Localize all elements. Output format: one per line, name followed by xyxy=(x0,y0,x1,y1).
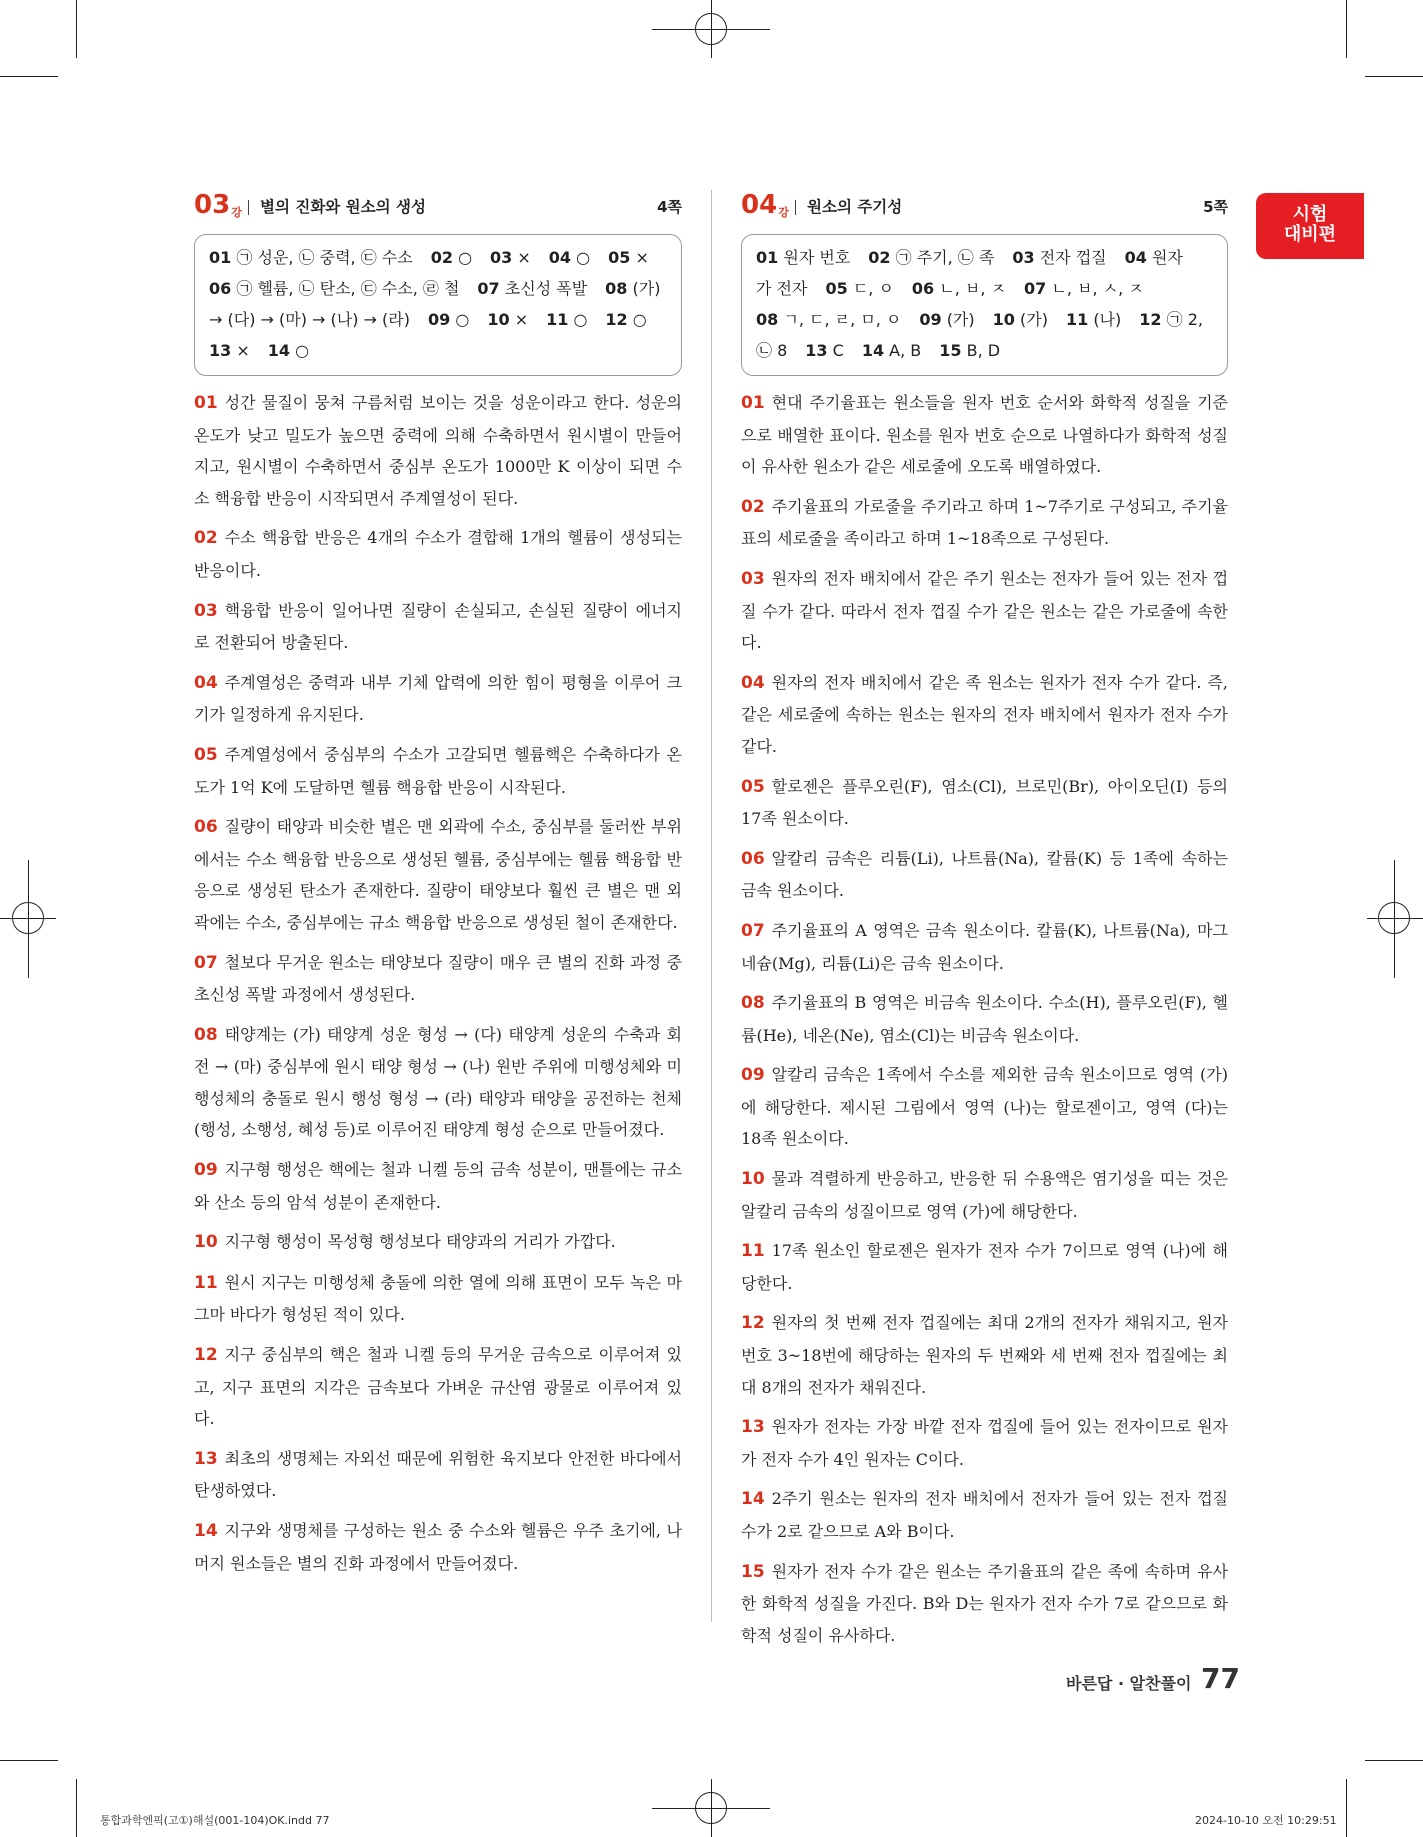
answer-text: ㄴ, ㅂ, ㅈ xyxy=(939,279,1006,298)
explanation-text: 주계열성은 중력과 내부 기체 압력에 의한 힘이 평형을 이루어 크기가 일정하게 유지된다. xyxy=(194,672,682,725)
answer-text: ㉠ 주기, ㉡ 족 xyxy=(895,248,995,267)
explanation-item xyxy=(741,1235,1228,1299)
explanation-text: 원자의 전자 배치에서 같은 주기 원소는 전자가 들어 있는 전자 껍질 수가 같다. 따라서 전자 껍질 수가 같은 원소는 같은 가로줄에 속한다. xyxy=(741,568,1228,653)
tab-label-line1: 시험 xyxy=(1292,204,1328,225)
exam-prep-tab xyxy=(1256,193,1364,259)
explanation-item xyxy=(741,1556,1228,1652)
answer-number: 04 xyxy=(1124,248,1147,267)
answer-number: 05 xyxy=(825,279,848,298)
footer-label: 바른답 · 알찬풀이 xyxy=(1066,1674,1192,1693)
explanation-number: 01 xyxy=(194,393,218,413)
explanation-item xyxy=(741,987,1228,1051)
answer-number: 02 xyxy=(430,248,453,267)
explanation-item xyxy=(194,1267,682,1331)
right-column xyxy=(741,190,1228,1659)
explanation-item xyxy=(741,1411,1228,1475)
explanation-number: 06 xyxy=(194,817,218,838)
answer-number: 01 xyxy=(756,248,779,267)
answer-text: ㄷ, ㅇ xyxy=(852,279,894,298)
answer-number: 01 xyxy=(209,248,232,267)
explanation-number: 07 xyxy=(741,920,765,941)
explanation-number: 08 xyxy=(194,1024,218,1045)
answer-text: ㉡ 8 xyxy=(756,341,788,360)
explanation-number: 02 xyxy=(741,496,765,517)
section-number: 04강 xyxy=(741,190,789,220)
answer-number: 12 xyxy=(1139,310,1162,329)
explanation-item xyxy=(194,595,682,659)
explanation-item xyxy=(741,1483,1228,1547)
explanation-number: 09 xyxy=(741,1065,765,1086)
explanation-item xyxy=(741,915,1228,979)
explanation-text: 최초의 생명체는 자외선 때문에 위험한 육지보다 안전한 바다에서 탄생하였다. xyxy=(194,1448,682,1501)
answer-text: 가 전자 xyxy=(756,279,808,298)
section-title: 별의 진화와 원소의 생성 xyxy=(260,198,426,216)
explanation-text: 알칼리 금속은 리튬(Li), 나트륨(Na), 칼륨(K) 등 1족에 속하는 금속 원소이다. xyxy=(741,848,1228,901)
answer-number: 06 xyxy=(209,279,232,298)
explanation-text: 지구형 행성이 목성형 행성보다 태양과의 거리가 가깝다. xyxy=(224,1232,616,1252)
answer-text: ○ xyxy=(458,248,473,267)
explanation-text: 태양계는 (가) 태양계 성운 형성 → (다) 태양계 성운의 수축과 회전 → (마) 중심부에 원시 태양 형성 → (나) 원반 주위에 미행성체와 미행성체의 충돌로 원시 행성 형성 → (라) 태양과 태양을 공전하는 천체(행성, 소행성, 혜성 등)로 이루어진 태양계 형성 순으로 만들어졌다. xyxy=(194,1024,682,1140)
explanation-number: 12 xyxy=(194,1345,218,1366)
explanation-item xyxy=(741,1059,1228,1155)
print-timestamp: 2024-10-10 오전 10:29:51 xyxy=(1195,1814,1337,1827)
answer-row xyxy=(209,335,667,366)
explanation-item xyxy=(194,947,682,1011)
explanation-text: 지구 중심부의 핵은 철과 니켈 등의 무거운 금속으로 이루어져 있고, 지구 표면의 지각은 금속보다 가벼운 규산염 광물로 이루어져 있다. xyxy=(194,1345,682,1429)
explanation-item xyxy=(741,387,1228,483)
explanation-text: 2주기 원소는 원자의 전자 배치에서 전자가 들어 있는 전자 껍질 수가 2로 같으므로 A와 B이다. xyxy=(741,1489,1228,1541)
explanation-text: 지구형 행성은 핵에는 철과 니켈 등의 금속 성분이, 맨틀에는 규소와 산소 등의 암석 성분이 존재한다. xyxy=(194,1160,682,1212)
explanation-item xyxy=(194,522,682,586)
answer-number: 03 xyxy=(1012,248,1035,267)
answer-box xyxy=(741,234,1228,376)
registration-mark xyxy=(1378,902,1410,934)
explanation-item xyxy=(741,563,1228,659)
explanation-number: 15 xyxy=(741,1561,765,1582)
answer-number: 02 xyxy=(868,248,891,267)
explanation-text: 물과 격렬하게 반응하고, 반응한 뒤 수용액은 염기성을 띠는 것은 알칼리 금속의 성질이므로 영역 (가)에 해당한다. xyxy=(741,1169,1228,1221)
explanation-number: 08 xyxy=(741,993,765,1014)
answer-text: ㄴ, ㅂ, ㅅ, ㅈ xyxy=(1051,279,1144,298)
section-header xyxy=(194,190,682,226)
answer-number: 13 xyxy=(209,341,232,360)
answer-text: (가) xyxy=(632,279,661,298)
answer-text: 전자 껍질 xyxy=(1039,248,1107,267)
answer-number: 07 xyxy=(477,279,500,298)
crop-mark xyxy=(0,76,58,77)
section-page: 4쪽 xyxy=(657,198,682,216)
explanation-number: 01 xyxy=(741,393,765,413)
explanation-number: 13 xyxy=(741,1417,765,1438)
section-suffix: 강 xyxy=(231,206,242,219)
explanation-item xyxy=(741,1307,1228,1403)
answer-text: ㉠ 성운, ㉡ 중력, ㉢ 수소 xyxy=(236,248,413,267)
explanation-number: 09 xyxy=(194,1160,218,1181)
explanation-item xyxy=(194,811,682,938)
answer-number: 03 xyxy=(490,248,513,267)
answer-number: 05 xyxy=(608,248,631,267)
explanation-text: 주기율표의 A 영역은 금속 원소이다. 칼륨(K), 나트륨(Na), 마그네슘(Mg), 리튬(Li)은 금속 원소이다. xyxy=(741,920,1228,973)
explanation-number: 11 xyxy=(194,1272,218,1293)
crop-mark xyxy=(1365,1760,1423,1761)
answer-box xyxy=(194,234,682,376)
answer-text: 원자 번호 xyxy=(783,248,851,267)
crop-mark xyxy=(1346,1779,1347,1837)
left-column xyxy=(194,190,682,1587)
explanation-text: 주계열성에서 중심부의 수소가 고갈되면 헬륨핵은 수축하다가 온도가 1억 K에 도달하면 헬륨 핵융합 반응이 시작된다. xyxy=(194,744,682,797)
registration-mark xyxy=(12,902,44,934)
explanation-number: 14 xyxy=(194,1521,218,1541)
crop-mark xyxy=(1365,76,1423,77)
explanations xyxy=(194,387,682,1579)
explanation-item xyxy=(741,843,1228,907)
section-title: 원소의 주기성 xyxy=(807,198,903,216)
page-number: 77 xyxy=(1201,1662,1240,1695)
section-header xyxy=(741,190,1228,226)
answer-text: × xyxy=(517,248,531,267)
explanation-text: 성간 물질이 뭉쳐 구름처럼 보이는 것을 성운이라고 한다. 성운의 온도가 낮고 밀도가 높으면 중력에 의해 수축하면서 원시별이 만들어지고, 원시별이 수축하면서 중심부 온도가 1000만 K 이상이 되면 수소 핵융합 반응이 시작되면서 주계열성이 된다. xyxy=(194,393,682,508)
crop-mark xyxy=(0,1760,58,1761)
explanation-item xyxy=(741,667,1228,763)
explanation-item xyxy=(194,667,682,731)
explanation-text: 할로젠은 플루오린(F), 염소(Cl), 브로민(Br), 아이오딘(I) 등의 17족 원소이다. xyxy=(741,776,1228,829)
answer-text: ○ xyxy=(455,310,470,329)
explanation-number: 13 xyxy=(194,1448,218,1469)
answer-row xyxy=(209,273,667,304)
explanation-item xyxy=(194,1226,682,1259)
answer-number: 08 xyxy=(605,279,628,298)
answer-number: 11 xyxy=(546,310,569,329)
section-number: 03강 xyxy=(194,190,242,220)
answer-number: 04 xyxy=(548,248,572,267)
explanation-item xyxy=(194,1515,682,1579)
explanation-number: 14 xyxy=(741,1489,765,1510)
explanation-number: 05 xyxy=(194,744,218,765)
answer-row xyxy=(209,242,667,273)
tab-label-line2: 대비편 xyxy=(1283,224,1337,245)
explanation-item xyxy=(194,387,682,514)
answer-text: B, D xyxy=(966,341,1001,360)
explanation-number: 03 xyxy=(741,568,765,589)
answer-text: ○ xyxy=(573,310,588,329)
answer-text: (가) xyxy=(1020,310,1048,329)
answer-text: 초신성 폭발 xyxy=(504,279,588,298)
explanation-number: 06 xyxy=(741,848,765,869)
explanations xyxy=(741,387,1228,1651)
answer-number: 14 xyxy=(861,341,885,360)
crop-mark xyxy=(1346,0,1347,58)
explanation-number: 12 xyxy=(741,1313,765,1334)
answer-number: 13 xyxy=(805,341,828,360)
explanation-number: 10 xyxy=(741,1169,765,1190)
explanation-item xyxy=(741,1163,1228,1227)
crop-mark xyxy=(76,0,77,58)
answer-text: ㉠ 헬륨, ㉡ 탄소, ㉢ 수소, ㉣ 철 xyxy=(236,279,460,298)
explanation-number: 04 xyxy=(194,672,218,693)
answer-text: (나) xyxy=(1093,310,1122,329)
answer-text: ㉠ 2, xyxy=(1166,310,1203,329)
answer-row xyxy=(209,304,667,335)
explanation-number: 10 xyxy=(194,1232,218,1253)
explanation-text: 17족 원소인 할로젠은 원자가 전자 수가 7이므로 영역 (나)에 해당한다. xyxy=(741,1241,1228,1293)
explanation-number: 04 xyxy=(741,672,765,693)
answer-row xyxy=(756,273,1213,304)
explanation-item xyxy=(194,739,682,803)
explanation-number: 02 xyxy=(194,528,218,549)
answer-text: × xyxy=(514,310,529,329)
explanation-text: 원자가 전자 수가 같은 원소는 주기율표의 같은 족에 속하며 유사한 화학적 성질을 가진다. B와 D는 원자가 전자 수가 7로 같으므로 화학적 성질이 유사하다. xyxy=(741,1561,1228,1645)
answer-text: A, B xyxy=(889,341,922,360)
answer-text: → (다) → (마) → (나) → (라) xyxy=(209,310,410,329)
answer-text: ○ xyxy=(632,310,647,329)
explanation-text: 철보다 무거운 원소는 태양보다 질량이 매우 큰 별의 진화 과정 중 초신성 폭발 과정에서 생성된다. xyxy=(194,952,682,1005)
answer-text: × xyxy=(236,341,250,360)
explanation-number: 11 xyxy=(741,1241,765,1262)
crop-mark xyxy=(76,1779,77,1837)
explanation-item xyxy=(194,1443,682,1507)
explanation-text: 원자가 전자는 가장 바깥 전자 껍질에 들어 있는 전자이므로 원자가 전자 수가 4인 원자는 C이다. xyxy=(741,1417,1228,1469)
explanation-item xyxy=(194,1154,682,1218)
explanation-item xyxy=(741,771,1228,835)
explanation-number: 07 xyxy=(194,952,218,973)
answer-row xyxy=(756,242,1213,273)
explanation-text: 핵융합 반응이 일어나면 질량이 손실되고, 손실된 질량이 에너지로 전환되어 방출된다. xyxy=(194,600,682,653)
explanation-text: 원시 지구는 미행성체 충돌에 의한 열에 의해 표면이 모두 녹은 마그마 바다가 형성된 적이 있다. xyxy=(194,1272,682,1325)
explanation-item xyxy=(194,1019,682,1146)
explanation-text: 주기율표의 B 영역은 비금속 원소이다. 수소(H), 플루오린(F), 헬륨(He), 네온(Ne), 염소(Cl)는 비금속 원소이다. xyxy=(741,993,1228,1045)
answer-text: ○ xyxy=(576,248,591,267)
answer-text: (가) xyxy=(946,310,975,329)
answer-number: 10 xyxy=(992,310,1015,329)
explanation-number: 03 xyxy=(194,600,218,621)
registration-mark xyxy=(695,1792,727,1824)
answer-number: 14 xyxy=(267,341,291,360)
answer-number: 06 xyxy=(911,279,935,298)
answer-number: 09 xyxy=(428,310,451,329)
answer-text: C xyxy=(832,341,844,360)
answer-text: ㄱ, ㄷ, ㄹ, ㅁ, ㅇ xyxy=(783,310,902,329)
answer-text: × xyxy=(635,248,649,267)
answer-number: 12 xyxy=(605,310,628,329)
explanation-text: 원자의 첫 번째 전자 껍질에는 최대 2개의 전자가 채워지고, 원자 번호 3~18번에 해당하는 원자의 두 번째와 세 번째 전자 껍질에는 최대 8개의 전자가 채워진다. xyxy=(741,1313,1228,1397)
section-page: 5쪽 xyxy=(1203,198,1228,216)
answer-number: 09 xyxy=(919,310,942,329)
explanation-text: 주기율표의 가로줄을 주기라고 하며 1~7주기로 구성되고, 주기율표의 세로줄을 족이라고 하며 1~18족으로 구성된다. xyxy=(741,496,1228,549)
print-file-info: 통합과학엔픽(고①)해설(001-104)OK.indd 77 xyxy=(100,1814,330,1827)
explanation-text: 원자의 전자 배치에서 같은 족 원소는 원자가 전자 수가 같다. 즉, 같은 세로줄에 속하는 원소는 원자의 전자 배치에서 원자가 전자 수가 같다. xyxy=(741,672,1228,756)
registration-mark xyxy=(695,13,727,45)
answer-row xyxy=(756,304,1213,335)
explanation-text: 알칼리 금속은 1족에서 수소를 제외한 금속 원소이므로 영역 (가)에 해당한다. 제시된 그림에서 영역 (나)는 할로젠이고, 영역 (다)는 18족 원소이다. xyxy=(741,1065,1228,1149)
column-divider xyxy=(711,190,712,1622)
answer-number: 11 xyxy=(1065,310,1089,329)
answer-number: 08 xyxy=(756,310,779,329)
section-suffix: 강 xyxy=(778,206,789,219)
explanation-text: 현대 주기율표는 원소들을 원자 번호 순서와 화학적 성질을 기준으로 배열한 표이다. 원소를 원자 번호 순으로 나열하다가 화학적 성질이 유사한 원소가 같은 세로줄에 오도록 배열하였다. xyxy=(741,393,1228,477)
header-separator xyxy=(795,200,796,215)
explanation-text: 질량이 태양과 비슷한 별은 맨 외곽에 수소, 중심부를 둘러싼 부위에서는 수소 핵융합 반응으로 생성된 헬륨, 중심부에는 헬륨 핵융합 반응으로 생성된 탄소가 존재한다. 질량이 태양보다 훨씬 큰 별은 맨 외곽에는 수소, 중심부에는 규소 핵융합 반응으로 생성된 철이 존재한다. xyxy=(194,817,682,932)
explanation-item xyxy=(194,1339,682,1435)
answer-text: ○ xyxy=(295,341,310,360)
explanation-item xyxy=(741,491,1228,555)
explanation-text: 수소 핵융합 반응은 4개의 수소가 결합해 1개의 헬륨이 생성되는 반응이다. xyxy=(194,528,682,580)
header-separator xyxy=(248,200,249,215)
answer-row xyxy=(756,335,1213,366)
answer-number: 10 xyxy=(487,310,510,329)
explanation-text: 지구와 생명체를 구성하는 원소 중 수소와 헬륨은 우주 초기에, 나머지 원소들은 별의 진화 과정에서 만들어졌다. xyxy=(194,1521,682,1573)
answer-text: 원자 xyxy=(1152,248,1183,267)
explanation-number: 05 xyxy=(741,776,765,797)
answer-number: 07 xyxy=(1024,279,1047,298)
answer-number: 15 xyxy=(939,341,962,360)
